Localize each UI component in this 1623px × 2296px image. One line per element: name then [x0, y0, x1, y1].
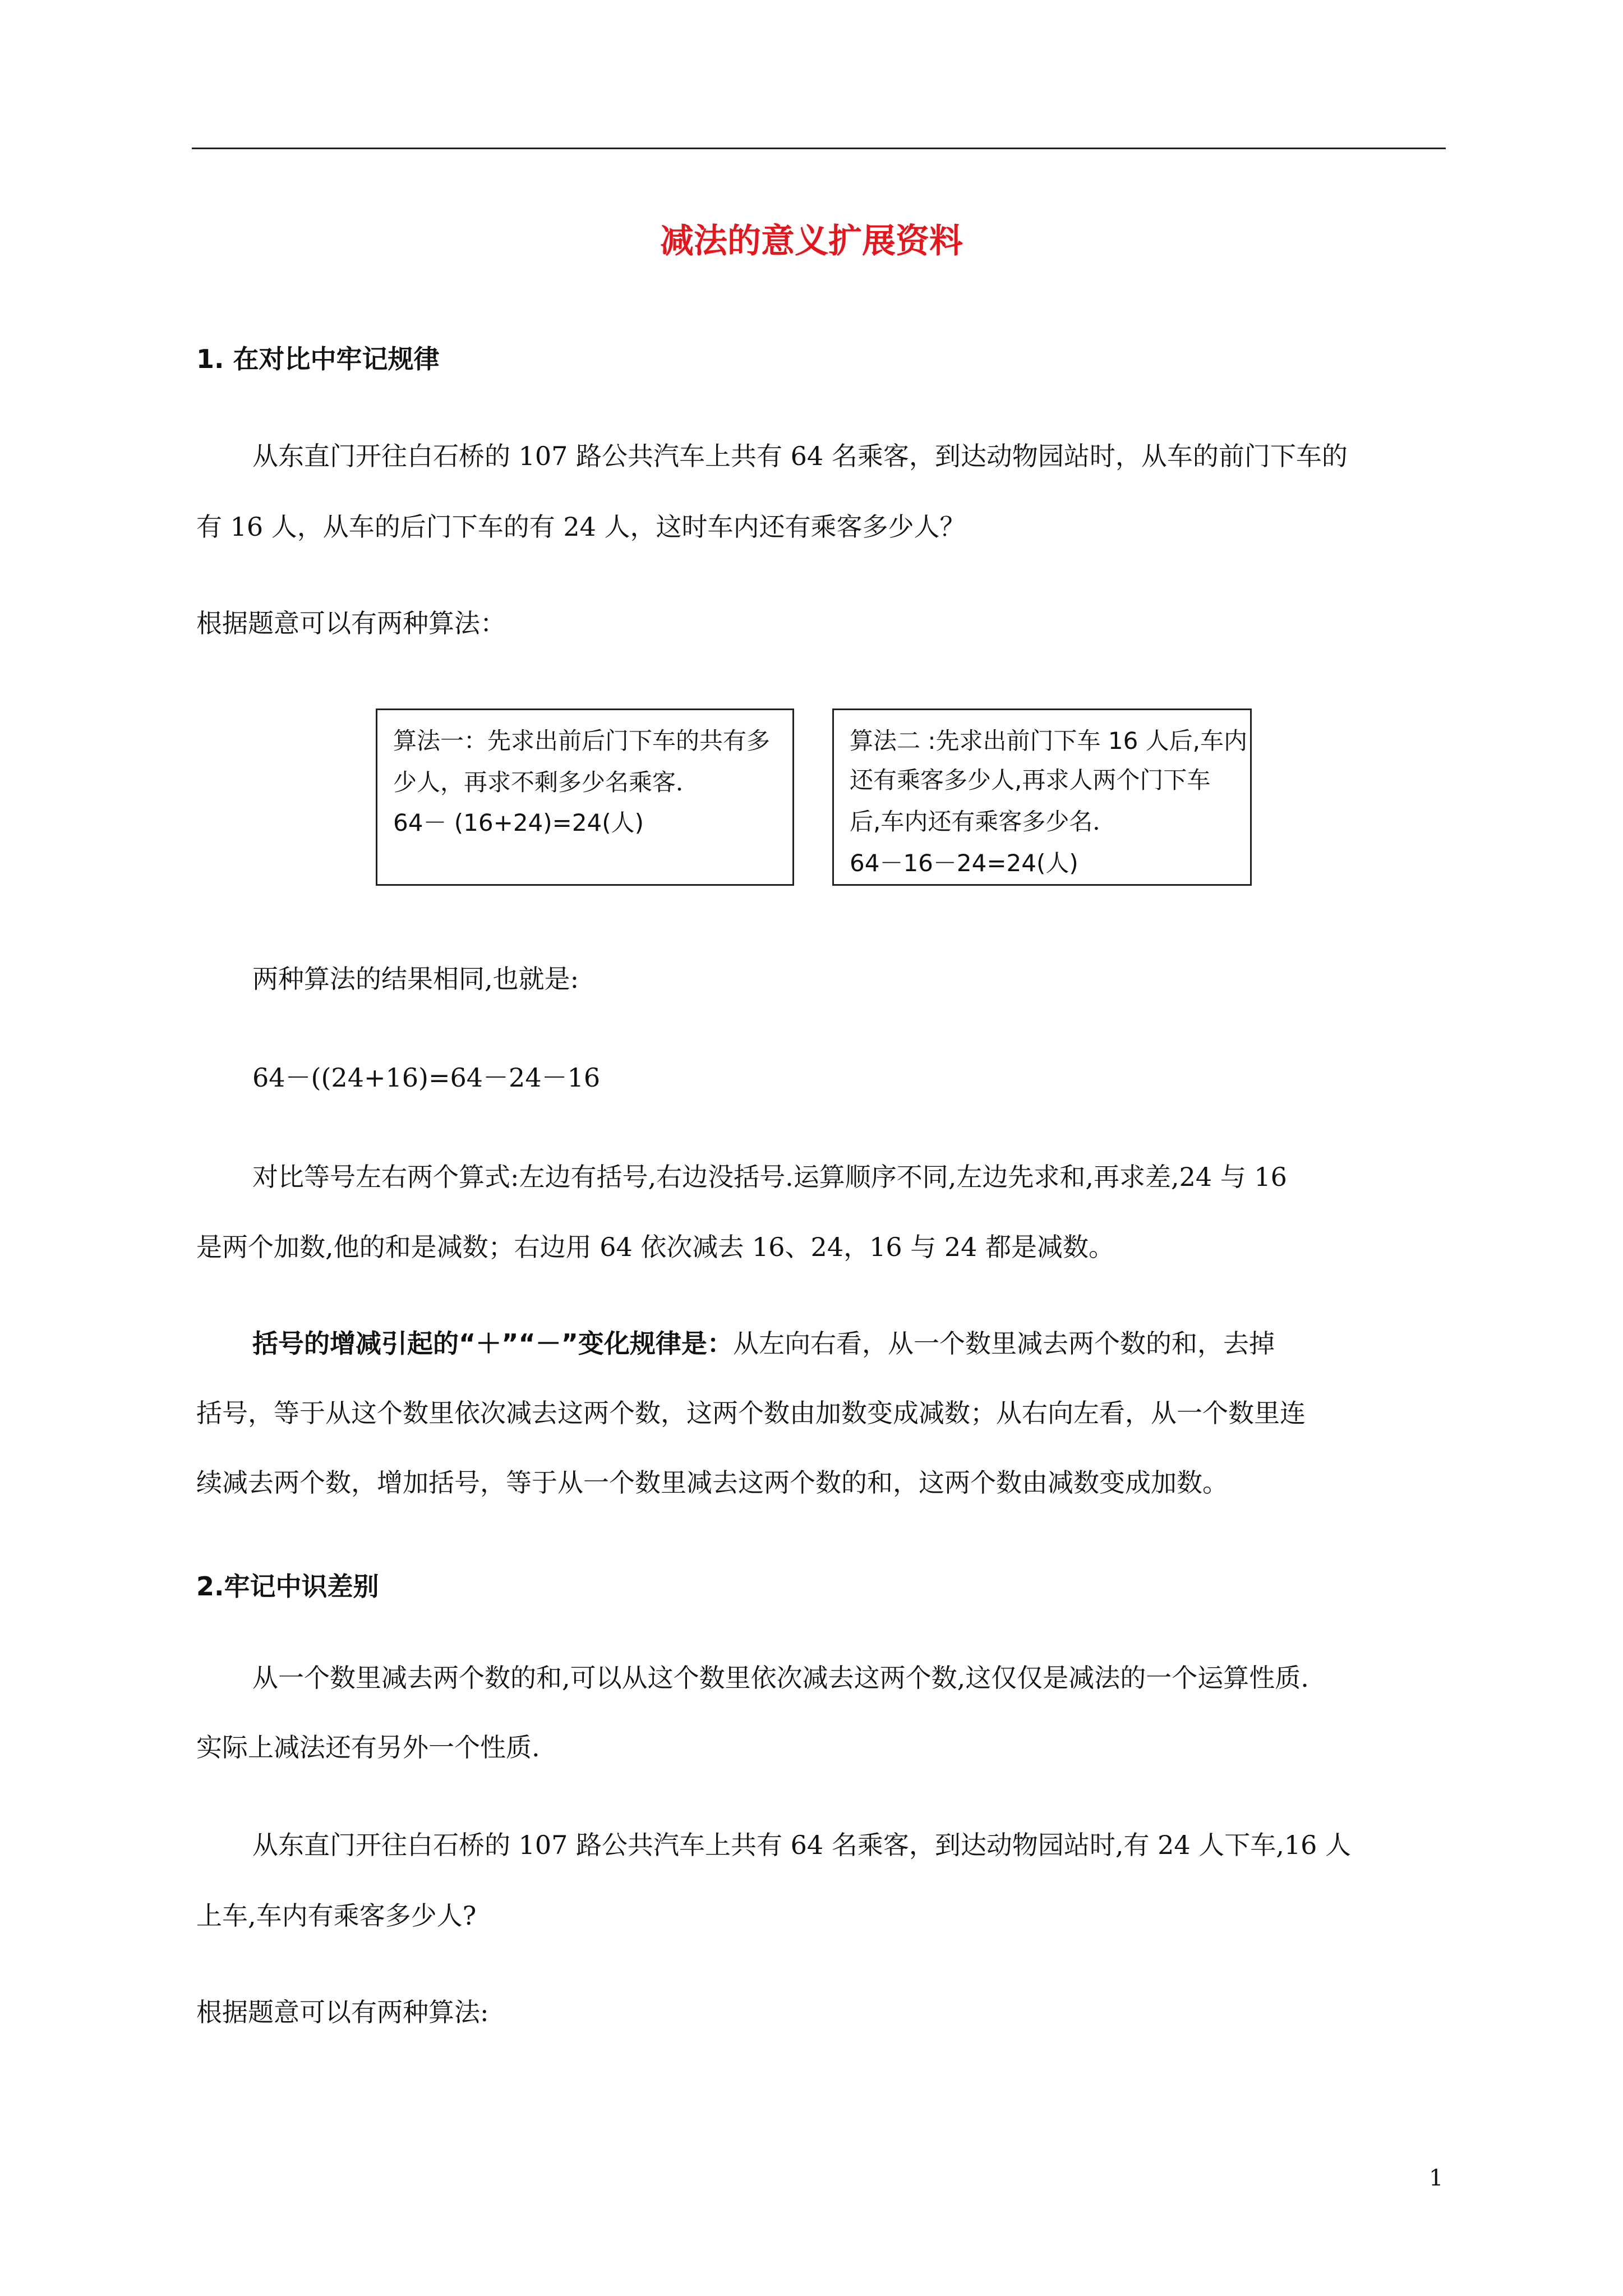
method-two-line2: 还有乘客多少人,再求人两个门下车 — [850, 766, 1211, 794]
compare-line1: 对比等号左右两个算式:左边有括号,右边没括号.运算顺序不同,左边先求和,再求差,24 与 16 — [252, 1162, 1287, 1192]
method-two-line1: 算法二 :先求出前门下车 16 人后,车内 — [850, 727, 1247, 754]
section2-problem-line2: 上车,车内有乘客多少人? — [196, 1901, 477, 1931]
method-one-line3: 64－ (16+24)=24(人) — [393, 809, 644, 836]
compare-line2: 是两个加数,他的和是减数；右边用 64 依次减去 16、24，16 与 24 都是减数。 — [196, 1232, 1115, 1262]
section2-methods-intro: 根据题意可以有两种算法: — [196, 1997, 489, 2027]
section2-problem-line1: 从东直门开往白石桥的 107 路公共汽车上共有 64 名乘客，到达动物园站时,有 24 人下车,16 人 — [252, 1830, 1351, 1860]
section2-para1-line1: 从一个数里减去两个数的和,可以从这个数里依次减去这两个数,这仅仅是减法的一个运算性质. — [252, 1663, 1309, 1693]
header-rule — [192, 148, 1446, 149]
rule-line1 — [252, 1328, 1275, 1359]
rule-line1-rest: 从左向右看，从一个数里减去两个数的和，去掉 — [732, 1328, 1275, 1359]
page-number: 1 — [1429, 2165, 1444, 2191]
method-one-box — [376, 708, 794, 886]
equation-text: 64－((24+16)=64－24－16 — [252, 1062, 601, 1093]
method-one-line2: 少人，再求不剩多少名乘客． — [393, 769, 700, 796]
section1-methods-intro: 根据题意可以有两种算法： — [196, 608, 506, 638]
section1-heading: 1. 在对比中牢记规律 — [196, 344, 440, 374]
rule-line3: 续减去两个数，增加括号，等于从一个数里减去这两个数的和，这两个数由减数变成加数。 — [196, 1467, 1228, 1498]
method-two-box — [832, 708, 1252, 886]
rule-bold-lead: 括号的增减引起的“＋”“－”变化规律是： — [252, 1328, 733, 1359]
rule-line2: 括号，等于从这个数里依次减去这两个数，这两个数由加数变成减数；从右向左看，从一个数里连 — [196, 1398, 1306, 1428]
section2-para1-line2: 实际上减法还有另外一个性质. — [196, 1732, 540, 1763]
method-two-line4: 64－16－24=24(人) — [850, 849, 1078, 877]
document-title: 减法的意义扩展资料 — [660, 222, 963, 261]
section2-heading: 2.牢记中识差别 — [196, 1571, 379, 1602]
method-two-line3: 后,车内还有乘客多少名． — [850, 808, 1117, 835]
same-result-text: 两种算法的结果相同,也就是: — [252, 964, 579, 994]
method-one-line1: 算法一：先求出前后门下车的共有多 — [393, 727, 771, 754]
section1-problem-line2: 有 16 人，从车的后门下车的有 24 人，这时车内还有乘客多少人？ — [196, 512, 966, 542]
section1-problem-line1: 从东直门开往白石桥的 107 路公共汽车上共有 64 名乘客，到达动物园站时，从车的前门下车的 — [252, 441, 1348, 471]
